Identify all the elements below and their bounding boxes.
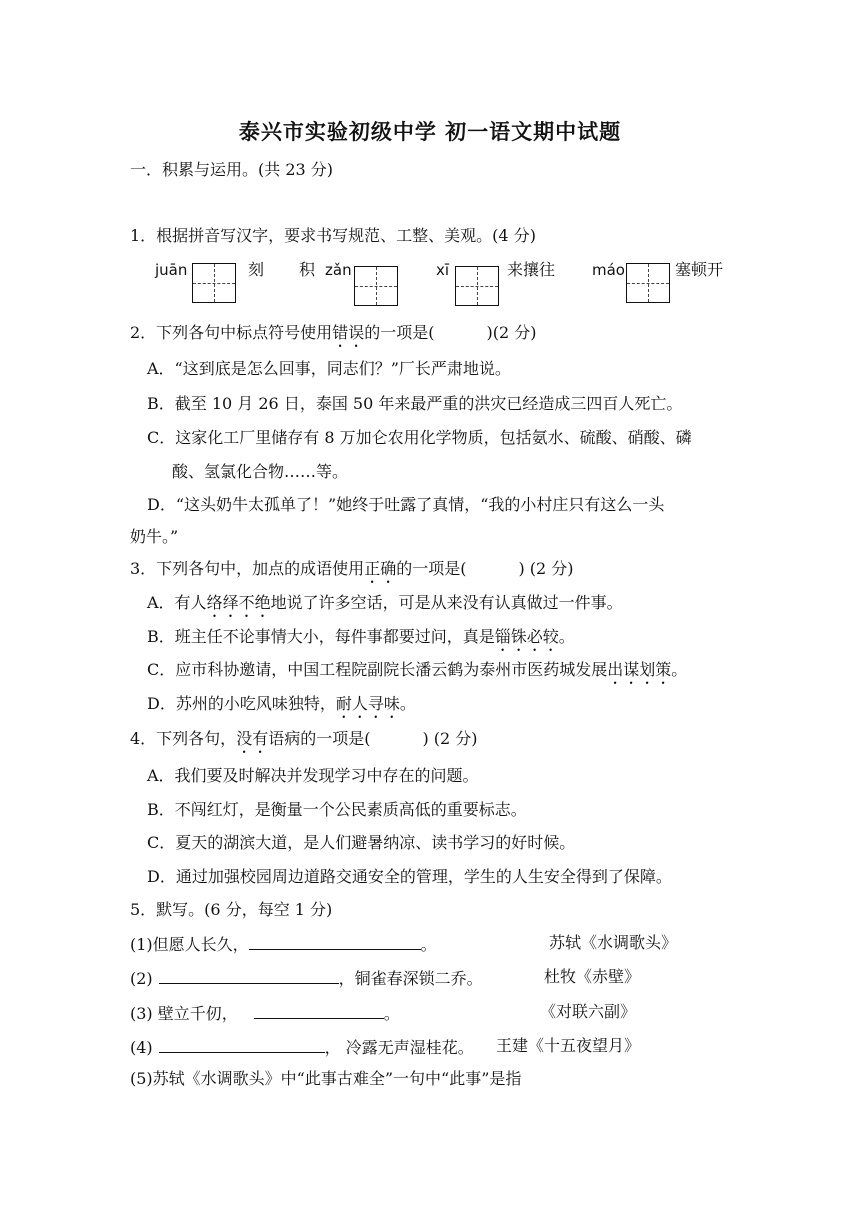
q1-writing-box-2[interactable]	[354, 266, 398, 306]
page-title: 泰兴市实验初级中学 初一语文期中试题	[238, 119, 622, 144]
q5-blank-2[interactable]	[159, 966, 339, 984]
q3-idiom-a: 络绎不绝	[206, 593, 271, 612]
q1-pinyin-2: zǎn	[325, 261, 352, 279]
q5-blank-3[interactable]	[254, 1001, 384, 1019]
q1-text-4: 塞顿开	[675, 260, 724, 279]
q1-text-2: 积	[299, 260, 316, 279]
q3-idiom-c: 出谋划策	[607, 660, 672, 679]
q1-pinyin-4: máo	[592, 261, 625, 279]
q5-blank-1[interactable]	[249, 932, 421, 950]
q1-writing-box-3[interactable]	[455, 266, 499, 306]
q2-option-d: D．“这头奶牛太孤单了！”她终于吐露了真情，“我的小村庄只有这么一头	[147, 495, 665, 514]
q1-pinyin-3: xī	[436, 261, 450, 279]
q2-option-b: B．截至 10 月 26 日，泰国 50 年来最严重的洪灾已经造成三四百人死亡。	[147, 394, 683, 413]
q3-option-a: A．有人络绎不绝地说了许多空话，可是从来没有认真做过一件事。	[147, 593, 623, 612]
q2-prompt: 2．下列各句中标点符号使用错误的一项是( )(2 分)	[130, 323, 537, 342]
q5-source-1: 苏轼《水调歌头》	[549, 933, 678, 952]
q1-text-3: 来攘往	[507, 260, 556, 279]
q3-option-c: C．应市科协邀请，中国工程院副院长潘云鹤为泰州市医药城发展出谋划策。	[147, 660, 688, 679]
q5-source-3: 《对联六副》	[540, 1002, 637, 1021]
q3-idiom-d: 耐人寻味	[335, 694, 400, 713]
q5-blank-4[interactable]	[159, 1035, 325, 1053]
q5-line-2: (2) ，铜雀春深锁二乔。	[130, 966, 483, 990]
q1-text-1: 刻	[248, 260, 265, 279]
q3-idiom-b: 锱铢必较	[494, 627, 559, 646]
q5-source-2: 杜牧《赤壁》	[544, 967, 641, 986]
q3-emphasis: 正确	[364, 559, 397, 578]
q4-option-d: D．通过加强校园周边道路交通安全的管理，学生的人生安全得到了保障。	[147, 867, 672, 886]
q1-prompt: 1．根据拼音写汉字，要求书写规范、工整、美观。(4 分)	[130, 226, 536, 245]
q1-pinyin-1: juān	[155, 261, 188, 279]
q5-prompt: 5．默写。(6 分，每空 1 分)	[130, 900, 333, 919]
q4-option-a: A．我们要及时解决并发现学习中存在的问题。	[147, 766, 479, 785]
q5-line-3: (3) 壁立千仞， 。	[130, 1001, 400, 1025]
q4-emphasis: 没有	[236, 729, 269, 748]
q5-line-4: (4) ， 冷露无声湿桂花。	[130, 1035, 474, 1059]
q5-source-4: 王建《十五夜望月》	[496, 1036, 641, 1055]
q3-option-b: B．班主任不论事情大小，每件事都要过问，真是锱铢必较。	[147, 627, 575, 646]
q4-prompt: 4．下列各句，没有语病的一项是( ) (2 分)	[130, 729, 478, 748]
q4-option-b: B．不闯红灯，是衡量一个公民素质高低的重要标志。	[147, 800, 527, 819]
q2-option-c: C．这家化工厂里储存有 8 万加仑农用化学物质，包括氨水、硫酸、硝酸、磷	[147, 428, 692, 447]
q4-option-c: C．夏天的湖滨大道，是人们避暑纳凉、读书学习的好时候。	[147, 833, 576, 852]
q2-option-a: A．“这到底是怎么回事，同志们？”厂长严肃地说。	[147, 359, 511, 378]
section-heading: 一．积累与运用。(共 23 分)	[130, 160, 334, 179]
q2-option-c-cont: 酸、氢氯化合物……等。	[172, 462, 349, 481]
q1-writing-box-1[interactable]	[192, 263, 236, 303]
q2-option-d-cont: 奶牛。”	[130, 527, 179, 546]
q2-emphasis: 错误	[332, 323, 365, 342]
q5-line-5: (5)苏轼《水调歌头》中“此事古难全”一句中“此事”是指	[130, 1069, 522, 1088]
q1-writing-box-4[interactable]	[626, 263, 670, 303]
q5-line-1: (1)但愿人长久， 。	[130, 932, 437, 956]
q3-prompt: 3．下列各句中，加点的成语使用正确的一项是( ) (2 分)	[130, 559, 574, 578]
q3-option-d: D．苏州的小吃风味独特，耐人寻味。	[147, 694, 416, 713]
